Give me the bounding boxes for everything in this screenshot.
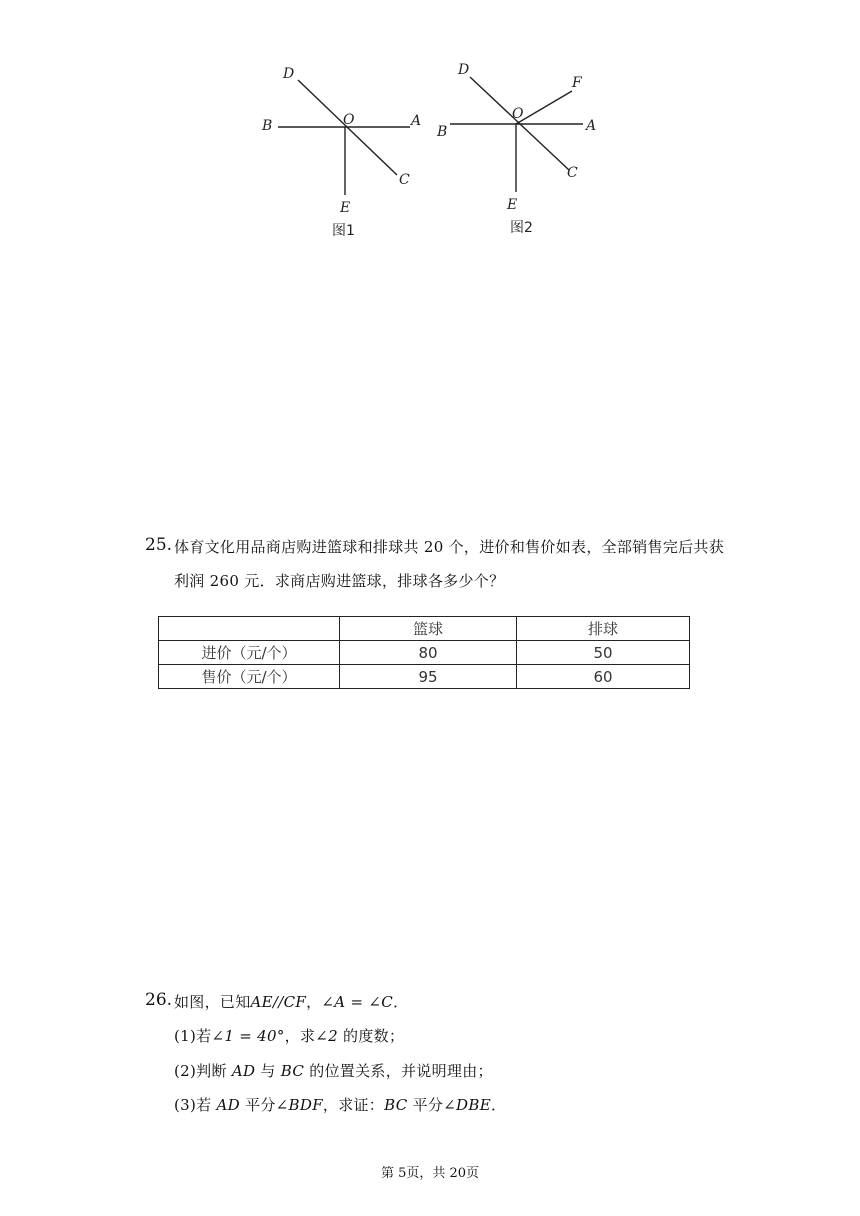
label-B: B <box>437 124 448 140</box>
math: ∠A = ∠C <box>321 993 394 1011</box>
text: ， <box>306 993 322 1011</box>
question-25-line-2: 利润 260 元．求商店购进篮球，排球各多少个？ <box>174 572 505 590</box>
table-header-cell: 排球 <box>517 617 690 641</box>
table-cell: 售价（元/个） <box>159 665 340 689</box>
text: (3)若 <box>174 1096 217 1114</box>
table-cell: 80 <box>340 641 517 665</box>
question-26-intro <box>174 991 408 1012</box>
table-cell: 95 <box>340 665 517 689</box>
text: 的位置关系，并说明理由； <box>304 1062 493 1080</box>
math: AD <box>231 1062 256 1080</box>
label-O: O <box>343 112 355 128</box>
math: BC <box>384 1096 408 1114</box>
question-25-line-1: 体育文化用品商店购进篮球和排球共 20 个，进价和售价如表，全部销售完后共获 <box>174 538 725 556</box>
question-25-number: 25. <box>145 535 173 555</box>
label-F: F <box>572 75 582 91</box>
text: ． <box>490 1096 507 1114</box>
figure-2-caption: 图2 <box>510 220 533 236</box>
label-E: E <box>507 197 518 213</box>
question-26-part-3 <box>174 1094 506 1115</box>
text: 如图，已知 <box>174 993 251 1011</box>
question-26-part-1 <box>174 1025 404 1046</box>
figure-1-caption: 图1 <box>332 223 355 239</box>
table-cell: 50 <box>517 641 690 665</box>
label-C: C <box>399 172 410 188</box>
label-A: A <box>411 113 422 129</box>
price-table <box>158 616 690 689</box>
math: ∠2 <box>315 1027 338 1045</box>
label-E: E <box>340 200 351 216</box>
label-O: O <box>512 106 524 122</box>
math: BC <box>280 1062 305 1080</box>
math: ∠BDF <box>275 1096 323 1114</box>
text: 平分 <box>407 1096 444 1114</box>
table-cell: 进价（元/个） <box>159 641 340 665</box>
page-footer: 第 5页，共 20页 <box>380 1166 480 1181</box>
table-cell: 60 <box>517 665 690 689</box>
text: ，求证： <box>322 1096 385 1114</box>
math: ∠1 = 40° <box>211 1027 285 1045</box>
question-26-part-2 <box>174 1060 493 1081</box>
table-header-cell: 篮球 <box>340 617 517 641</box>
question-26-number: 26. <box>145 990 173 1010</box>
table-header-cell <box>159 617 340 641</box>
math: AD <box>216 1096 240 1114</box>
text: (1)若 <box>174 1027 212 1045</box>
label-C: C <box>567 165 578 181</box>
text: ． <box>393 993 409 1011</box>
math: AE//CF <box>250 993 307 1011</box>
figure-1 <box>250 55 430 240</box>
table-row <box>159 641 690 665</box>
table-row <box>159 665 690 689</box>
figure-2 <box>430 55 610 240</box>
text: 平分 <box>240 1096 276 1114</box>
math: ∠DBE <box>443 1096 491 1114</box>
text: (2)判断 <box>174 1062 232 1080</box>
label-A: A <box>586 118 597 134</box>
label-B: B <box>262 118 273 134</box>
text: ，求 <box>284 1027 316 1045</box>
text: 的度数； <box>337 1027 405 1045</box>
table-header-row <box>159 617 690 641</box>
text: 与 <box>255 1062 281 1080</box>
label-D: D <box>283 66 295 82</box>
label-D: D <box>458 62 470 78</box>
